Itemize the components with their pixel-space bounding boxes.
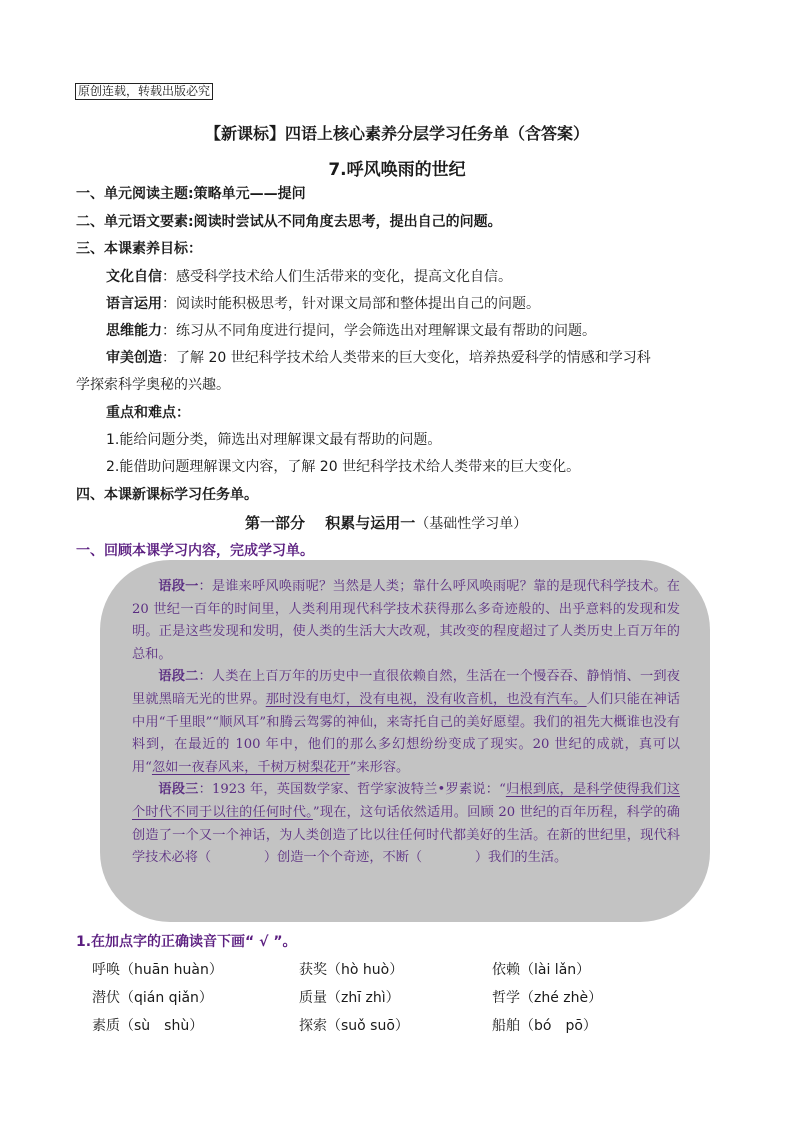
question-1-title: 1.在加点字的正确读音下画“ √ ”。: [76, 934, 297, 950]
goal-aesthetic-continuation: 学探索科学奥秘的兴趣。: [76, 377, 230, 393]
passage-1: [132, 576, 680, 666]
passage-label: 语段二: [158, 669, 199, 685]
section-3-heading: 三、本课素养目标：: [76, 241, 202, 257]
goal-text: ：了解 20 世纪科学技术给人类带来的巨大变化，培养热爱科学的情感和学习科: [162, 350, 651, 366]
key-points-heading: 重点和难点：: [106, 405, 190, 421]
goal-cultural-confidence: [106, 266, 512, 286]
goal-label: 语言运用: [106, 296, 162, 312]
passage-text: 人们只能在神话中用“千里眼”“顺风耳”和腾云驾雾的神仙，来寄托自己的美好愿望。我们的祖先大概谁也没有料到，在最近的 100 年中，他们的那么多幻想纷纷变成了现实。20 世纪的成就，真可以用“: [132, 691, 681, 775]
passage-text: ”来形容。: [349, 759, 410, 775]
passage-text: ：人类在上百万年的历史中一直很依赖自然，生活在一个慢吞吞、静悄悄、一到夜里就黑暗无光的世界。: [132, 669, 680, 707]
goal-aesthetic-creation: [106, 347, 651, 367]
section-1-heading: 一、单元阅读主题:策略单元——提问: [76, 186, 306, 202]
key-point-1: 1.能给问题分类，筛选出对理解课文最有帮助的问题。: [106, 432, 442, 448]
section-2-heading: 二、单元语文要素:阅读时尝试从不同角度去思考，提出自己的问题。: [76, 214, 502, 230]
goal-label: 思维能力: [106, 323, 162, 339]
part-1-title: 第一部分 积累与运用一: [245, 514, 416, 532]
underlined-text: 归根到底，是科学使得我们这个时代不同于以往的任何时代。: [132, 782, 681, 820]
pinyin-item: 哲学（zhé zhè）: [492, 990, 603, 1006]
pinyin-item: 呼唤（huān huàn）: [92, 962, 223, 978]
pinyin-item: 素质（sù shù）: [92, 1018, 204, 1034]
section-4-heading: 四、本课新课标学习任务单。: [76, 487, 258, 503]
passage-2: [132, 666, 680, 779]
pinyin-item: 依赖（lài lǎn）: [492, 962, 591, 978]
goal-text: ：阅读时能积极思考，针对课文局部和整体提出自己的问题。: [162, 296, 540, 312]
reading-passages: [132, 576, 680, 870]
review-heading: 一、回顾本课学习内容，完成学习单。: [76, 543, 314, 559]
goal-thinking-ability: [106, 320, 596, 340]
pinyin-item: 获奖（hò huò）: [299, 962, 404, 978]
underlined-text: 那时没有电灯，没有电视，没有收音机，也没有汽车。: [265, 691, 587, 707]
document-title: 【新课标】四语上核心素养分层学习任务单（含答案）: [204, 124, 589, 143]
underlined-text: 忽如一夜春风来，千树万树梨花开: [151, 759, 350, 775]
goal-label: 审美创造: [106, 350, 162, 366]
pinyin-item: 质量（zhī zhì）: [299, 990, 400, 1006]
pinyin-item: 探索（suǒ suō）: [299, 1018, 409, 1034]
pinyin-item: 船舶（bó pō）: [492, 1018, 597, 1034]
passage-label: 语段三: [158, 782, 199, 798]
passage-3: [132, 779, 680, 869]
passage-text: ”现在，这句话依然适用。回顾 20 世纪的百年历程，科学的确创造了一个又一个神话，为人类创造了比以往任何时代都美好的生活。在新的世纪里，现代科学技术必将（ ）创造一个个奇迹，不断（ ）我们的生活。: [132, 804, 680, 866]
goal-label: 文化自信: [106, 269, 162, 285]
copyright-stamp: 原创连载，转载出版必究: [75, 83, 213, 100]
goal-text: ：感受科学技术给人们生活带来的变化，提高文化自信。: [162, 269, 512, 285]
part-1-heading: [245, 512, 527, 533]
passage-label: 语段一: [158, 579, 199, 594]
pinyin-item: 潜伏（qián qiǎn）: [92, 990, 213, 1006]
passage-text: ：1923 年，英国数学家、哲学家波特兰•罗素说：“: [198, 782, 506, 798]
part-1-note: （基础性学习单）: [415, 516, 528, 532]
passage-text: ：是谁来呼风唤雨呢？当然是人类；靠什么呼风唤雨呢？靠的是现代科学技术。在 20 世纪一百年的时间里，人类利用现代科学技术获得那么多奇迹般的、出乎意料的发现和发明。正是这些发现和发明，使人类的生活大大改观，其改变的程度超过了人类历史上百万年的总和。: [132, 579, 680, 662]
goal-language-use: [106, 293, 540, 313]
goal-text: ：练习从不同角度进行提问，学会筛选出对理解课文最有帮助的问题。: [162, 323, 596, 339]
key-point-2: 2.能借助问题理解课文内容，了解 20 世纪科学技术给人类带来的巨大变化。: [106, 459, 581, 475]
lesson-title: 7.呼风唤雨的世纪: [328, 160, 466, 180]
